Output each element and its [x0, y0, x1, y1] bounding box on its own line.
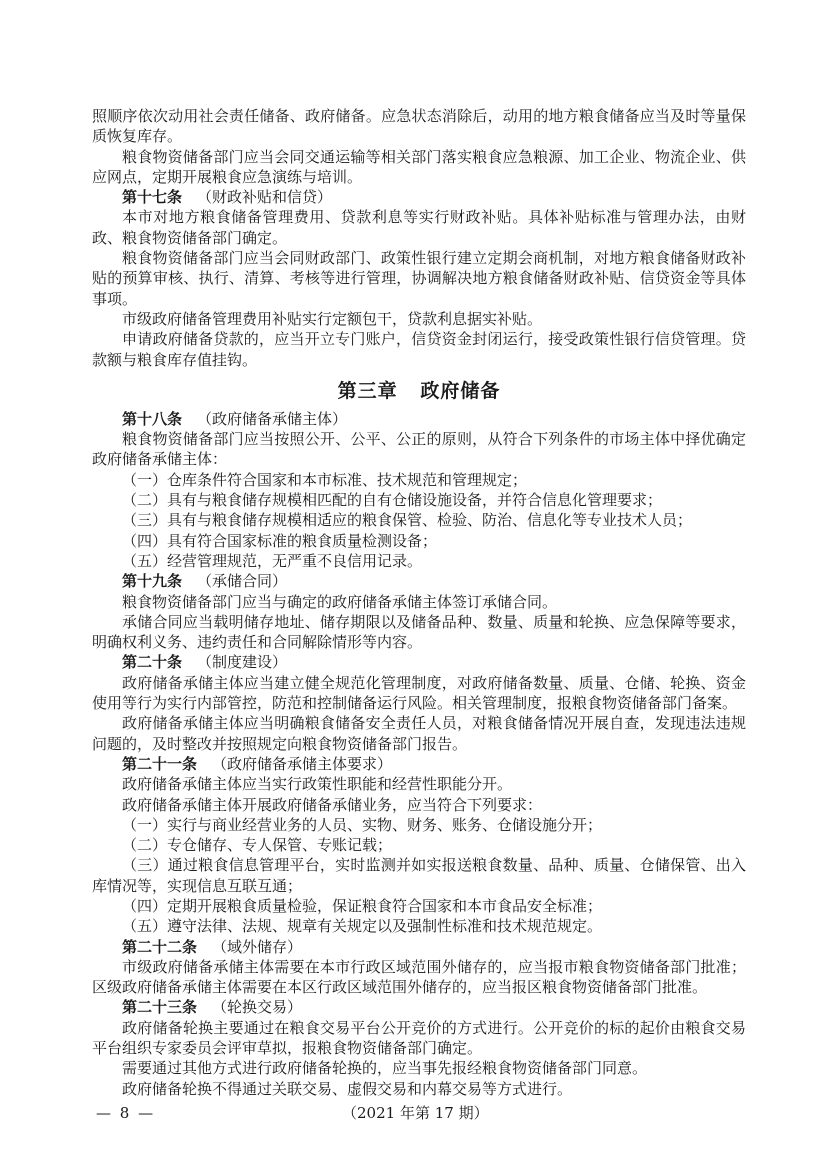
paragraph: （三）通过粮食信息管理平台，实时监测并如实报送粮食数量、品种、质量、仓储保管、出入库情况等，实现信息互联互通；: [92, 856, 746, 895]
paragraph: （四）定期开展粮食质量检验，保证粮食符合国家和本市食品安全标准；: [122, 896, 603, 915]
paragraph: 政府储备承储主体应当明确粮食储备安全责任人员，对粮食储备情况开展自查，发现违法违规问题的，及时整改并按照规定向粮食物资储备部门报告。: [92, 714, 746, 753]
paragraph: 申请政府储备贷款的，应当开立专门账户，信贷资金封闭运行，接受政策性银行信贷管理。贷款额与粮食库存值挂钩。: [92, 330, 746, 369]
paragraph: 市级政府储备管理费用补贴实行定额包干，贷款利息据实补贴。: [122, 309, 543, 328]
document-body: [92, 106, 746, 1099]
article-number: 第十八条: [122, 409, 183, 428]
paragraph: 照顺序依次动用社会责任储备、政府储备。应急状态消除后，动用的地方粮食储备应当及时等量保质恢复库存。: [92, 107, 746, 146]
paragraph: （五）经营管理规范，无严重不良信用记录。: [122, 551, 423, 570]
paragraph: 市级政府储备承储主体需要在本市行政区域范围外储存的，应当报市粮食物资储备部门批准；区级政府储备承储主体需要在本区行政区域范围外储存的，应当报区粮食物资储备部门批准。: [92, 957, 746, 997]
paragraph: 需要通过其他方式进行政府储备轮换的，应当事先报经粮食物资储备部门同意。: [122, 1059, 648, 1078]
article-title: （政府储备承储主体）: [197, 409, 348, 428]
paragraph: （一）仓库条件符合国家和本市标准、技术规范和管理规定；: [122, 470, 528, 489]
chapter-heading: [92, 379, 746, 403]
paragraph: 政府储备轮换主要通过在粮食交易平台公开竞价的方式进行。公开竞价的标的起价由粮食交易平台组织专家委员会评审草拟，报粮食物资储备部门确定。: [92, 1018, 746, 1058]
paragraph: 政府储备承储主体开展政府储备承储业务，应当符合下列要求：: [122, 795, 543, 814]
paragraph: （三）具有与粮食储存规模相适应的粮食保管、检验、防治、信息化等专业技术人员；: [122, 511, 693, 530]
article-heading: [92, 571, 746, 591]
paragraph: （一）实行与商业经营业务的人员、实物、财务、账务、仓储设施分开；: [122, 815, 603, 834]
chapter-number: 第三章: [337, 379, 398, 402]
article-title: （财政补贴和信贷）: [197, 188, 333, 207]
paragraph: （二）具有与粮食储存规模相匹配的自有仓储设施设备，并符合信息化管理要求；: [122, 491, 663, 510]
article-number: 第十九条: [122, 572, 183, 591]
page-footer: [92, 1103, 746, 1123]
article-heading: [92, 937, 746, 957]
article-title: （域外储存）: [212, 937, 303, 956]
article-heading: [92, 997, 746, 1017]
paragraph: 粮食物资储备部门应当按照公开、公平、公正的原则，从符合下列条件的市场主体中择优确定政府储备承储主体：: [92, 430, 746, 469]
issue-label: （2021 年第 17 期）: [342, 1103, 489, 1122]
article-number: 第二十一条: [122, 754, 198, 773]
article-title: （承储合同）: [197, 572, 288, 591]
article-number: 第二十条: [122, 653, 183, 672]
paragraph: 承储合同应当载明储存地址、储存期限以及储备品种、数量、质量和轮换、应急保障等要求，明确权利义务、违约责任和合同解除情形等内容。: [92, 612, 746, 652]
article-number: 第二十三条: [122, 998, 198, 1017]
paragraph: 政府储备承储主体应当实行政策性职能和经营性职能分开。: [122, 775, 513, 794]
article-heading: [92, 409, 746, 429]
article-heading: [92, 652, 746, 672]
paragraph: 粮食物资储备部门应当会同交通运输等相关部门落实粮食应急粮源、加工企业、物流企业、供应网点，定期开展粮食应急演练与培训。: [92, 147, 746, 186]
article-title: （政府储备承储主体要求）: [212, 754, 393, 773]
article-number: 第二十二条: [122, 937, 198, 956]
article-heading: [92, 754, 746, 774]
paragraph: 政府储备承储主体应当建立健全规范化管理制度，对政府储备数量、质量、仓储、轮换、资金使用等行为实行内部管控，防范和控制储备运行风险。相关管理制度，报粮食物资储备部门备案。: [92, 673, 746, 713]
paragraph: 政府储备轮换不得通过关联交易、虚假交易和内幕交易等方式进行。: [122, 1079, 573, 1098]
paragraph: 本市对地方粮食储备管理费用、贷款利息等实行财政补贴。具体补贴标准与管理办法，由财政、粮食物资储备部门确定。: [92, 208, 746, 247]
paragraph: （四）具有符合国家标准的粮食质量检测设备；: [122, 531, 438, 550]
chapter-title: 政府储备: [420, 379, 501, 402]
article-title: （轮换交易）: [212, 998, 303, 1017]
article-title: （制度建设）: [197, 653, 288, 672]
article-heading: [92, 187, 746, 207]
paragraph: 粮食物资储备部门应当会同财政部门、政策性银行建立定期会商机制，对地方粮食储备财政补贴的预算审核、执行、清算、考核等进行管理，协调解决地方粮食储备财政补贴、信贷资金等具体事项。: [92, 249, 746, 308]
article-number: 第十七条: [122, 188, 183, 207]
page-number: — 8 —: [96, 1103, 156, 1122]
paragraph: （二）专仓储存、专人保管、专账记载；: [122, 836, 393, 855]
paragraph: （五）遵守法律、法规、规章有关规定以及强制性标准和技术规范规定。: [122, 917, 603, 936]
paragraph: 粮食物资储备部门应当与确定的政府储备承储主体签订承储合同。: [122, 592, 558, 611]
